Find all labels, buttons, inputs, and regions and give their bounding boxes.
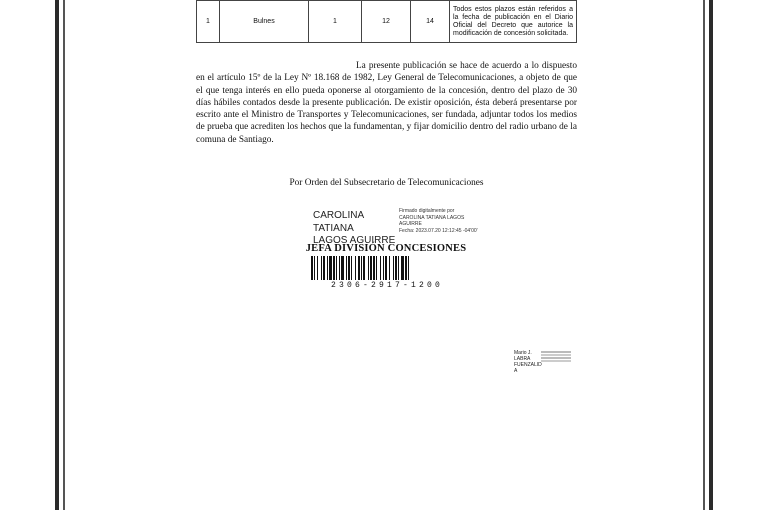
- stamp-line2: LABRA: [514, 356, 531, 362]
- barcode-number: 2306-2917-1200: [330, 281, 443, 290]
- stamp-line3: FUENZALID: [514, 362, 542, 368]
- row-number-cell: 1: [197, 1, 220, 43]
- value-cell-2: 12: [362, 1, 411, 43]
- signature-note-line1: Firmado digitalmente por: [399, 208, 455, 214]
- note-cell: Todos estos plazos están referidos a la fecha de publicación en el Diario Oficial del Decreto que autorice la modificación de concesión solicitada.: [450, 1, 577, 43]
- location-cell: Bulnes: [220, 1, 309, 43]
- page-border-left-inner: [63, 0, 65, 510]
- signature-note-line4: Fecha: 2023.07.20 12:12:45 -04'00': [399, 227, 478, 234]
- order-line: Por Orden del Subsecretario de Telecomunicaciones: [289, 178, 484, 188]
- digital-signature-note: [399, 208, 491, 234]
- table-row: [197, 1, 577, 43]
- value-cell-3: 14: [411, 1, 450, 43]
- barcode-image: [311, 256, 463, 280]
- stamp-line1: Mario J.: [514, 350, 532, 356]
- concession-table: [196, 0, 577, 43]
- signature-note-line2: CAROLINA TATIANA LAGOS: [399, 214, 465, 221]
- stamp-line4: A: [514, 368, 518, 374]
- paragraph-first-line: La presente publicación se hace de acuerdo a lo: [356, 61, 539, 71]
- signature-stamp-note: [541, 350, 571, 363]
- signature-name: [313, 210, 403, 248]
- signer-title: JEFA DIVISIÓN CONCESIONES: [305, 243, 467, 254]
- signature-name-line2: LAGOS AGUIRRE: [313, 235, 396, 246]
- page-border-right-inner: [703, 0, 705, 510]
- signature-name-line1: CAROLINA TATIANA: [313, 210, 364, 234]
- signature-note-line3: AGUIRRE: [399, 221, 422, 227]
- page-border-left-outer: [55, 0, 59, 510]
- paragraph-body: dispuesto en el artículo 15º de la Ley Nº 18.168 de 1982, Ley General de Telecomunicaciones, a objeto de que el que tenga interés en ello pueda oponerse al otorgamiento de la concesión, dentro del plazo de 30 días hábiles contados desde la presente publicación. De existir oposición, ésta deberá presentarse por escrito ante el Ministro de Transportes y Telecomunicaciones, ser fundada, adjuntar todos los medios de prueba que acrediten los hechos que la fundamentan, y fijar domicilio dentro del radio urbano de la comuna de Santiago.: [196, 61, 577, 145]
- page-border-right-outer: [709, 0, 713, 510]
- legal-paragraph: [196, 60, 577, 146]
- value-cell-1: 1: [309, 1, 362, 43]
- signature-stamp-name: [514, 350, 544, 374]
